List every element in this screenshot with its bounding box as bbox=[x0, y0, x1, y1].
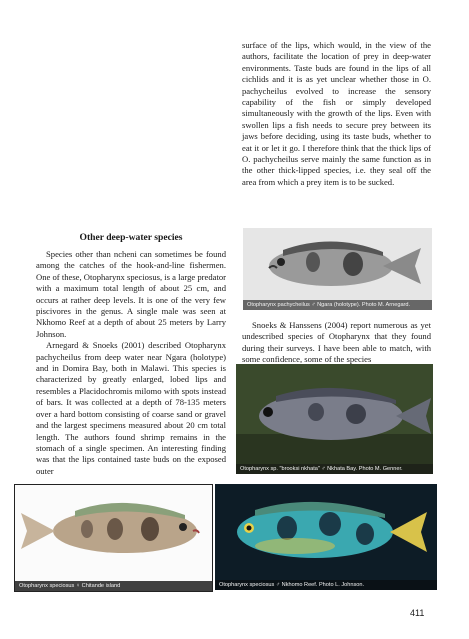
photo-caption: Otopharynx sp. "brooksi nkhata" ♂ Nkhata Bay. Photo M. Genner. bbox=[236, 464, 433, 474]
photo-caption: Otopharynx speciosus ♀ Chitande island bbox=[15, 581, 212, 591]
fish-illustration bbox=[243, 228, 432, 310]
photo-otopharynx-pachycheilus bbox=[243, 228, 432, 310]
fish-illustration bbox=[15, 485, 212, 591]
photo-caption: Otopharynx speciosus ♂ Nkhomo Reef. Photo L. Johnson. bbox=[215, 580, 437, 590]
page-number: 411 bbox=[410, 608, 425, 618]
left-column-text bbox=[36, 249, 226, 477]
right-column-mid-text bbox=[242, 320, 431, 366]
right-column-top-text bbox=[242, 40, 431, 188]
paragraph-lips: surface of the lips, which would, in the view of the authors, facilitate the location of prey in deep-water environments. Taste buds are found in the lips of all cichlids and it is as yet unclear whether those in O. pachycheilus evolved to increase the sensory capability of the fish or simply developed simultaneously with the growth of the lips. Even with swollen lips a fish needs to secure prey between its jaws before deciding, using its taste buds, whether to eat it or let it go. I therefore think that the thick lips of O. pachycheilus serve mainly the same function as in the other thick-lipped species, i.e. they seal off the area from which a prey item is to be sucked. bbox=[242, 40, 431, 187]
photo-otopharynx-brooksi-nkhata bbox=[236, 364, 433, 474]
paragraph-speciosus: Species other than ncheni can sometimes be found among the catches of the hook-and-line fishermen. One of these, Otopharynx speciosus, is a large predator with a maximum total length of about 25 cm, and occurs at rather deep levels. It is one of the very few piscivores in the genus. A single male was seen at Nkhomo Reef at a depth of about 25 meters by Larry Johnson. bbox=[36, 249, 226, 339]
photo-otopharynx-speciosus-female bbox=[14, 484, 213, 592]
fish-illustration bbox=[236, 364, 433, 474]
photo-caption: Otopharynx pachycheilus ♂ Ngara (holotype). Photo M. Arnegard. bbox=[243, 300, 432, 310]
paragraph-pachycheilus: Arnegard & Snoeks (2001) described Otopharynx pachycheilus from deep water near Ngara (holotype) and in Domira Bay, both in Malawi. This species is characterized by greatly enlarged, lobed lips and resembles a Placidochromis milomo with spots instead of bars. It was collected at a depth of 78-135 meters over a hard bottom consisting of coarse sand or gravel and the largest specimens measured about 20 cm total length. The authors found shrimp remains in the stomach of a single specimen. An interesting finding was that the lips contained taste buds on the exposed outer bbox=[36, 340, 226, 476]
paragraph-snoeks: Snoeks & Hanssens (2004) report numerous as yet undescribed species of Otopharynx that they found during their surveys. I have been able to match, with some confidence, some of the species bbox=[242, 320, 431, 365]
section-heading: Other deep-water species bbox=[79, 232, 183, 243]
fish-illustration bbox=[215, 484, 437, 590]
photo-otopharynx-speciosus-male bbox=[215, 484, 437, 590]
